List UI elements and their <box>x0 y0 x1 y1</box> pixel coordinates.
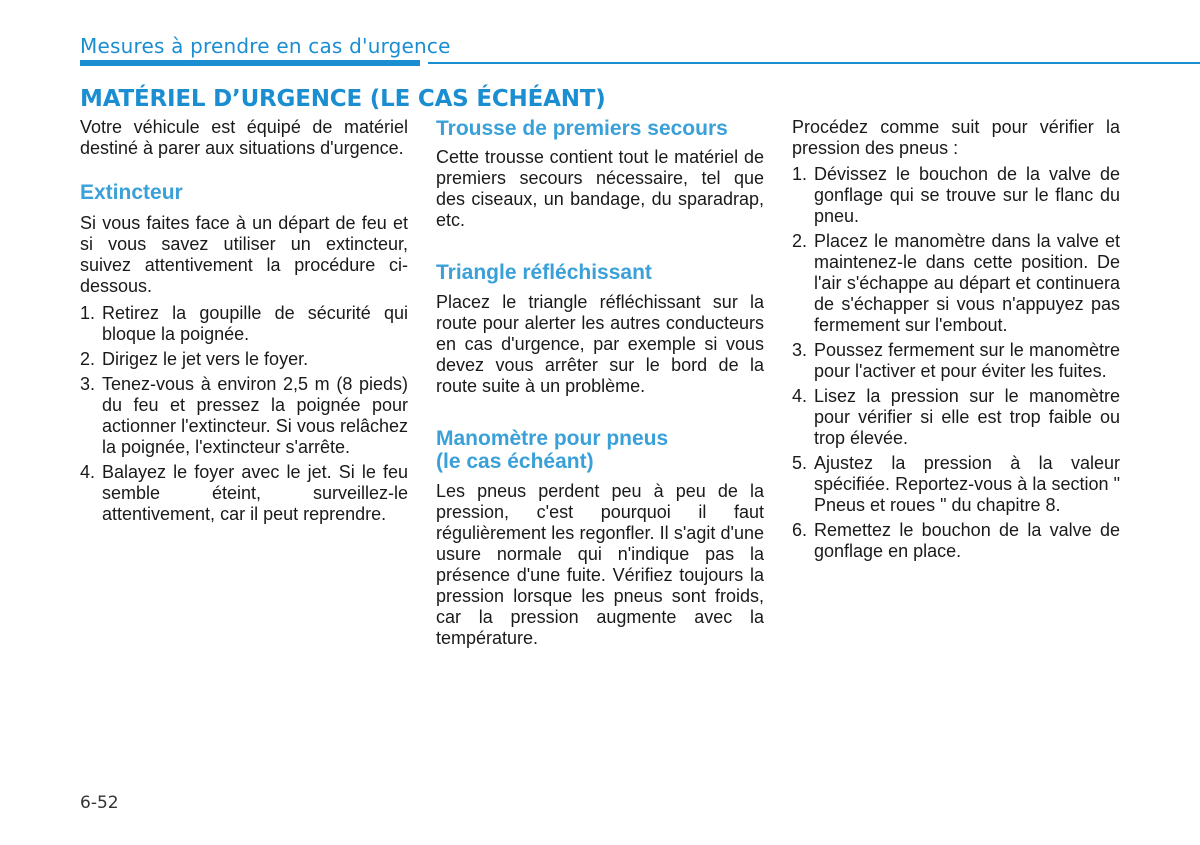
pressure-intro: Procédez comme suit pour vérifier la pression des pneus : <box>792 117 1120 158</box>
section-header: Mesures à prendre en cas d'urgence <box>80 34 451 58</box>
list-item: 4. Balayez le foyer avec le jet. Si le feu semble éteint, surveillez-le attentivement, car il peut reprendre. <box>80 462 408 524</box>
triangle-paragraph: Placez le triangle réfléchissant sur la route pour alerter les autres conducteurs en cas d'urgence, par exemple si vous devez vous arrêter sur le bord de la route suite à un problème. <box>436 292 764 396</box>
manometre-paragraph: Les pneus perdent peu à peu de la pression, c'est pourquoi il faut régulièrement les regonfler. Il s'agit d'une usure normale qui n'indique pas la présence d'une fuite. Vérifiez toujours la pression lorsque les pneus sont froids, car la pression augmente avec la température. <box>436 481 764 648</box>
list-item: 2. Placez le manomètre dans la valve et maintenez-le dans cette position. De l'air s'échappe au départ et continuera de s'échapper si vous n'appuyez pas fermement sur l'embout. <box>792 231 1120 335</box>
list-item: 1. Retirez la goupille de sécurité qui bloque la poignée. <box>80 303 408 344</box>
list-item: 3. Poussez fermement sur le manomètre pour l'activer et pour éviter les fuites. <box>792 340 1120 381</box>
heading-trousse: Trousse de premiers secours <box>436 117 728 140</box>
header-rule-thin <box>428 62 1200 64</box>
pressure-steps <box>792 164 1120 562</box>
list-item: 5. Ajustez la pression à la valeur spécifiée. Reportez-vous à la section " Pneus et roues " du chapitre 8. <box>792 453 1120 515</box>
extincteur-steps <box>80 303 408 525</box>
list-item: 6. Remettez le bouchon de la valve de gonflage en place. <box>792 520 1120 561</box>
column-3 <box>792 117 1120 566</box>
page-number: 6-52 <box>80 793 119 813</box>
heading-manometre: Manomètre pour pneus (le cas échéant) <box>436 427 669 473</box>
heading-triangle: Triangle réfléchissant <box>436 261 652 284</box>
column-1 <box>80 117 408 529</box>
heading-extincteur: Extincteur <box>80 181 183 204</box>
column-2 <box>436 117 764 649</box>
list-item: 3. Tenez-vous à environ 2,5 m (8 pieds) du feu et pressez la poignée pour actionner l'extincteur. Si vous relâchez la poignée, l'extincteur s'arrête. <box>80 374 408 457</box>
list-item: 2. Dirigez le jet vers le foyer. <box>80 349 309 369</box>
list-item: 1. Dévissez le bouchon de la valve de gonflage qui se trouve sur le flanc du pneu. <box>792 164 1120 226</box>
intro-paragraph: Votre véhicule est équipé de matériel destiné à parer aux situations d'urgence. <box>80 117 408 158</box>
header-rule-thick <box>80 60 420 66</box>
list-item: 4. Lisez la pression sur le manomètre pour vérifier si elle est trop faible ou trop élevée. <box>792 386 1120 448</box>
page-title: MATÉRIEL D’URGENCE (LE CAS ÉCHÉANT) <box>80 86 606 112</box>
trousse-paragraph: Cette trousse contient tout le matériel de premiers secours nécessaire, tel que des ciseaux, un bandage, du sparadrap, etc. <box>436 147 764 230</box>
extincteur-paragraph: Si vous faites face à un départ de feu et si vous savez utiliser un extincteur, suivez attentivement la procédure ci-dessous. <box>80 213 408 296</box>
